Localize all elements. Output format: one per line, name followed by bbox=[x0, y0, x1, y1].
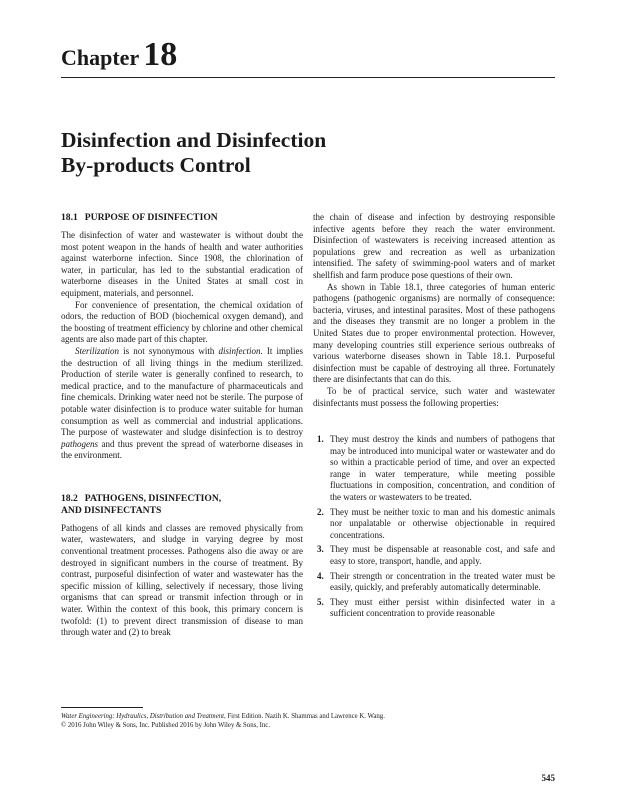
list-item-text: They must be neither toxic to man and his domestic animals nor unpalatable or otherwise objectionable in required concentrations. bbox=[330, 506, 555, 540]
list-item-number: 1. bbox=[317, 434, 324, 445]
p3-text-b: . It implies the destruction of all living things in the medium sterilized. Production of sterile water is generally confined to research, to medical practice, and to the manufacture of pharmaceuticals and fine chemicals. Drinking water need not be sterile. The purpose of potable water disinfection is to produce water suitable for human consumption as well as commercial and industrial applications. The purpose of wastewater and sludge disinfection is to destroy bbox=[61, 345, 303, 438]
footnote-line1-rest: , First Edition. Nazih K. Shammas and Lawrence K. Wang. bbox=[224, 713, 385, 720]
list-item-text: Their strength or concentration in the treated water must be easily, quickly, and preferably automatically determinable. bbox=[330, 570, 555, 593]
section-18-2-number: 18.2 bbox=[61, 492, 78, 504]
term-disinfection: disinfection bbox=[218, 345, 261, 356]
chapter-label: Chapter bbox=[61, 45, 140, 70]
list-item bbox=[313, 434, 555, 504]
chapter-rule bbox=[61, 77, 555, 78]
section-18-2-paragraph-1: Pathogens of all kinds and classes are removed physically from water, wastewaters, and sludge in varying degree by most conventional treatment processes. Pathogens also die away or are destroyed in significant numbers in the course of treatment. By contrast, purposeful disinfection of water and wastewater has the specific mission of killing, selectively if necessary, those living organisms that can spread or transmit infection through or in water. Within the context of this book, this primary concern is twofold: (1) to prevent direct transmission of disease to man through water and (2) to break bbox=[61, 522, 303, 638]
section-18-1-paragraph-2: For convenience of presentation, the chemical oxidation of odors, the reduction of BOD (biochemical oxygen demand), and the boosting of treatment efficiency by chlorine and other chemical agents are also made part of this chapter. bbox=[61, 299, 303, 345]
p3-text-a: is not synonymous with bbox=[119, 345, 219, 356]
p3-text-c: and thus prevent the spread of waterborne diseases in the environment. bbox=[61, 438, 303, 461]
footnote-book-title: Water Engineering: Hydraulics, Distribution and Treatment bbox=[61, 713, 224, 720]
section-18-1-number: 18.1 bbox=[61, 212, 78, 223]
footnote-line2: © 2016 John Wiley & Sons, Inc. Published 2016 by John Wiley & Sons, Inc. bbox=[61, 722, 271, 729]
list-item-text: They must destroy the kinds and numbers of pathogens that may be introduced into municipal water or wastewater and do so within a practicable period of time, and over an expected range in water temperature, while meeting possible fluctuations in composition, concentration, and condition of the waters or wastewaters to be treated. bbox=[330, 434, 555, 503]
chapter-heading bbox=[61, 36, 177, 74]
right-paragraph-3: To be of practical service, such water and wastewater disinfectants must possess the following properties: bbox=[313, 385, 555, 408]
list-item-number: 5. bbox=[317, 596, 324, 607]
list-item bbox=[313, 507, 555, 542]
list-item-number: 2. bbox=[317, 506, 324, 517]
right-column bbox=[313, 212, 555, 623]
properties-list bbox=[313, 434, 555, 620]
section-18-2-heading bbox=[61, 493, 303, 517]
footnote-line1 bbox=[61, 712, 555, 721]
term-sterilization: Sterilization bbox=[75, 345, 120, 356]
page-number: 545 bbox=[541, 773, 555, 783]
section-18-2-title-line2: AND DISINFECTANTS bbox=[61, 504, 162, 516]
section-18-1-heading bbox=[61, 212, 303, 224]
list-item-number: 3. bbox=[317, 544, 324, 555]
list-item bbox=[313, 571, 555, 594]
chapter-title bbox=[61, 128, 555, 178]
section-gap bbox=[61, 462, 303, 493]
right-paragraph-1: the chain of disease and infection by destroying responsible infective agents before they reach the water environment. Disinfection of wastewaters is receiving increased attention as populations grew and recreation as well as urbanization intensified. The safety of swimming-pool waters and of market shellfish and farm produce pose questions of their own. bbox=[313, 212, 555, 280]
section-18-1-paragraph-1: The disinfection of water and wastewater is without doubt the most potent weapon in the hands of health and water authorities against waterborne infection. Since 1908, the chlorination of water, in particular, has led to the substantial eradication of waterborne diseases in the United States at small cost in equipment, materials, and personnel. bbox=[61, 230, 303, 298]
chapter-number: 18 bbox=[143, 36, 178, 73]
section-18-1-title: PURPOSE OF DISINFECTION bbox=[84, 212, 218, 223]
term-pathogens: pathogens bbox=[61, 438, 98, 449]
list-item bbox=[313, 597, 555, 620]
list-item-text: They must either persist within disinfected water in a sufficient concentration to provide reasonable bbox=[330, 596, 555, 619]
footnote-rule bbox=[61, 707, 143, 708]
section-18-1-paragraph-3 bbox=[61, 346, 303, 462]
list-item bbox=[313, 544, 555, 567]
left-column bbox=[61, 212, 303, 639]
list-item-text: They must be dispensable at reasonable cost, and safe and easy to store, transport, handle, and apply. bbox=[330, 544, 555, 567]
list-item-number: 4. bbox=[317, 570, 324, 581]
chapter-title-line1: Disinfection and Disinfection bbox=[61, 128, 327, 152]
footnote bbox=[61, 712, 555, 730]
right-paragraph-2: As shown in Table 18.1, three categories of human enteric pathogens (pathogenic organisms) are normally of consequence: bacteria, viruses, and intestinal parasites. Most of these pathogens and the diseases they transmit are no longer a problem in the United States due to proper environmental protection. However, many developing countries still experience serious outbreaks of various waterborne diseases shown in Table 18.1. Purposeful disinfection must be capable of destroying all three. Fortunately there are disinfectants that can do this. bbox=[313, 281, 555, 385]
section-18-2-title-line1: PATHOGENS, DISINFECTION, bbox=[84, 492, 222, 504]
chapter-title-line2: By-products Control bbox=[61, 153, 251, 177]
